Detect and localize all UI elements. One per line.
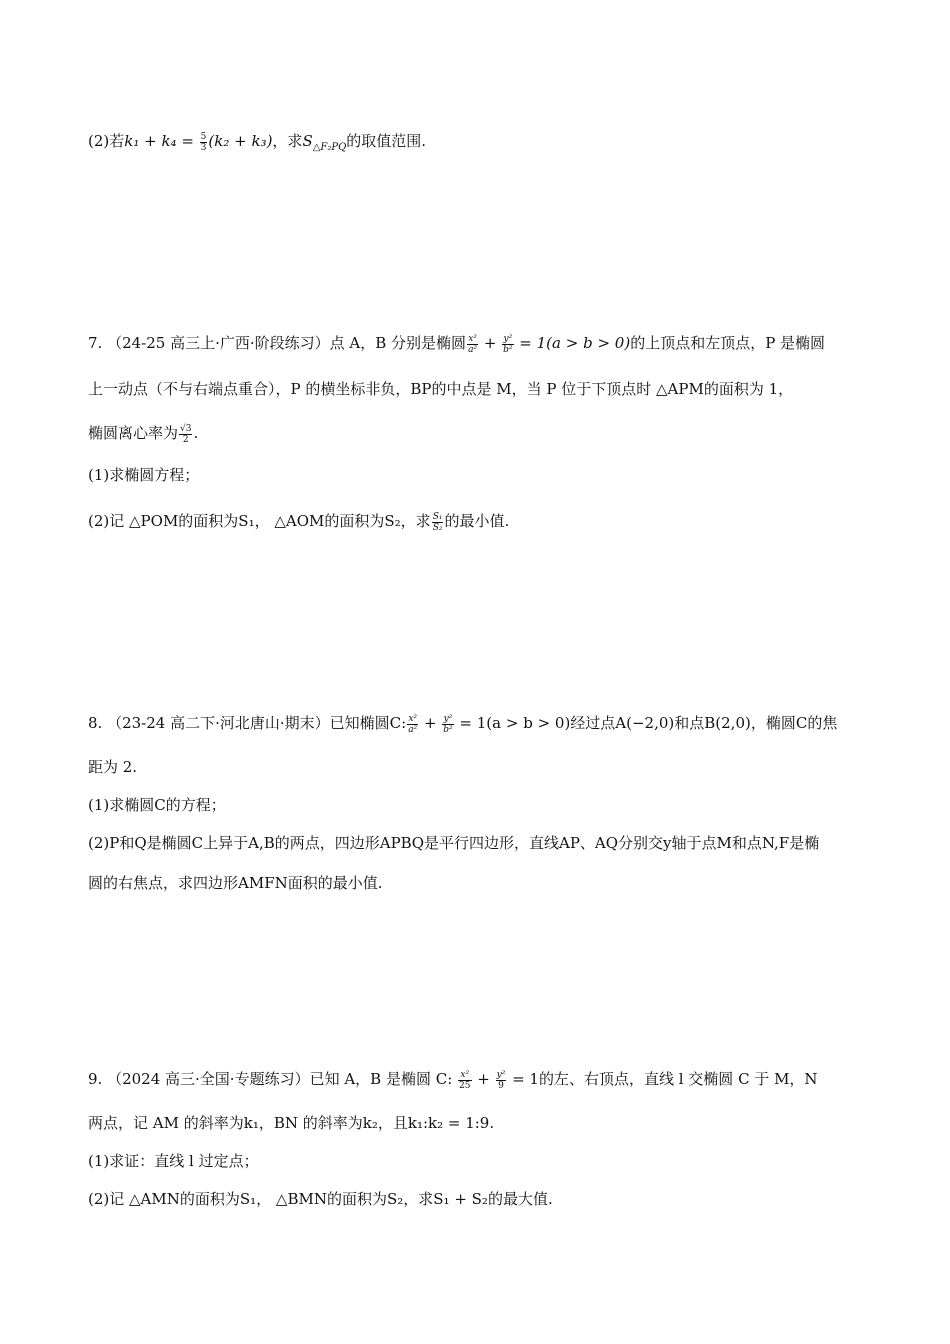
q7-frac-x [467,334,478,355]
q7-ecc-text: 椭圆离心率为 [88,424,179,442]
q9-frac-x [458,1070,471,1091]
q9-text-a: 已知 A，B 是椭圆 C: [309,1070,458,1088]
q6-fraction [200,132,208,153]
q7-frac-x-den: a² [468,344,478,355]
q8-frac-x [407,714,418,735]
q6-frac-den: 3 [200,142,207,153]
q7-ratio-den: S₂ [432,522,443,533]
q8-frac-x-num: x² [408,713,418,724]
q7-text-a: 点 A，B 分别是椭圆 [329,334,467,352]
q7-part2-text: (2)记 △POM的面积为S₁， △AOM的面积为S₂，求 [88,512,431,530]
q9-number: 9. [88,1070,103,1088]
q9-frac-x-num: x² [458,1070,471,1081]
q9-frac-y-num: y² [496,1069,506,1080]
q8-frac-y-num: y² [443,713,453,724]
q9-frac-x-den: 25 [459,1080,471,1091]
q6-area-sub: △F₂PQ [312,142,347,153]
q7-frac-y [502,334,513,355]
q7-line2: 上一动点（不与右端点重合），P 的横坐标非负，BP的中点是 M，当 P 位于下顶点时 △APM的面积为 1， [88,380,794,398]
q7-frac-x-num: x² [468,333,477,344]
q7-part2-end: 的最小值. [444,512,510,530]
q9-part1: (1)求证：直线 l 过定点； [88,1152,259,1170]
q9-line2: 两点，记 AM 的斜率为k₁，BN 的斜率为k₂，且k₁:k₂ = 1:9. [88,1114,495,1132]
q7-frac-y-den: b² [503,344,513,355]
q7-source: （24-25 高三上·广西·阶段练习） [107,334,330,352]
q9-line1 [88,1068,880,1091]
q6-part2-condition: k₁ + k₄ = [124,132,199,150]
q8-line2: 距为 2. [88,758,138,776]
q7-ratio-num: S₁ [432,511,443,522]
q7-ecc-frac [179,424,192,445]
q6-part2-prefix: (2)若 [88,132,125,150]
q8-frac-x-den: a² [408,724,418,735]
q7-part2 [88,510,880,533]
q6-area-symbol: S [302,132,313,150]
q8-part1: (1)求椭圆C的方程； [88,796,226,814]
q7-ecc-end: . [193,424,199,442]
q8-line1 [88,712,880,735]
q9-text-b: = 1的左、右顶点，直线 l 交椭圆 C 于 M，N [507,1070,818,1088]
q6-frac-num: 5 [200,131,207,142]
q7-plus: + [479,334,502,352]
q6-part2 [88,130,880,159]
q7-frac-y-num: y² [503,333,513,344]
q7-equation: = 1(a > b > 0) [514,334,631,352]
q8-number: 8. [88,714,103,732]
q8-frac-y-den: b² [443,724,453,735]
q8-frac-y [442,714,453,735]
q7-number: 7. [88,334,103,352]
q7-line3 [88,422,880,445]
q9-frac-y-den: 9 [498,1080,504,1091]
q9-frac-y [496,1070,507,1091]
q6-part2-mid: ，求 [272,132,303,150]
q8-part2-line1: (2)P和Q是椭圆C上异于A,B的两点，四边形APBQ是平行四边形，直线AP、AQ分别交y轴于点M和点N,F是椭 [88,834,820,852]
q7-text-b: 的上顶点和左顶点，P 是椭圆 [630,334,826,352]
q8-source: （23-24 高二下·河北唐山·期末） [107,714,330,732]
q9-source: （2024 高三·全国·专题练习） [107,1070,310,1088]
q9-plus: + [472,1070,495,1088]
q8-plus: + [419,714,442,732]
q7-ecc-den: 2 [182,434,189,445]
q8-part2-line2: 圆的右焦点，求四边形AMFN面积的最小值. [88,874,383,892]
q6-part2-condition-rest: (k₂ + k₃) [208,132,273,150]
q9-part2: (2)记 △AMN的面积为S₁， △BMN的面积为S₂，求S₁ + S₂的最大值. [88,1190,553,1208]
q8-text-a: 已知椭圆C: [329,714,407,732]
q7-ecc-num: √3 [180,423,192,434]
q7-line1 [88,332,880,355]
q7-ratio-frac [432,512,444,533]
q6-part2-end: 的取值范围. [346,132,427,150]
q7-part1: (1)求椭圆方程； [88,466,200,484]
q8-text-b: = 1(a > b > 0)经过点A(−2,0)和点B(2,0)，椭圆C的焦 [454,714,838,732]
